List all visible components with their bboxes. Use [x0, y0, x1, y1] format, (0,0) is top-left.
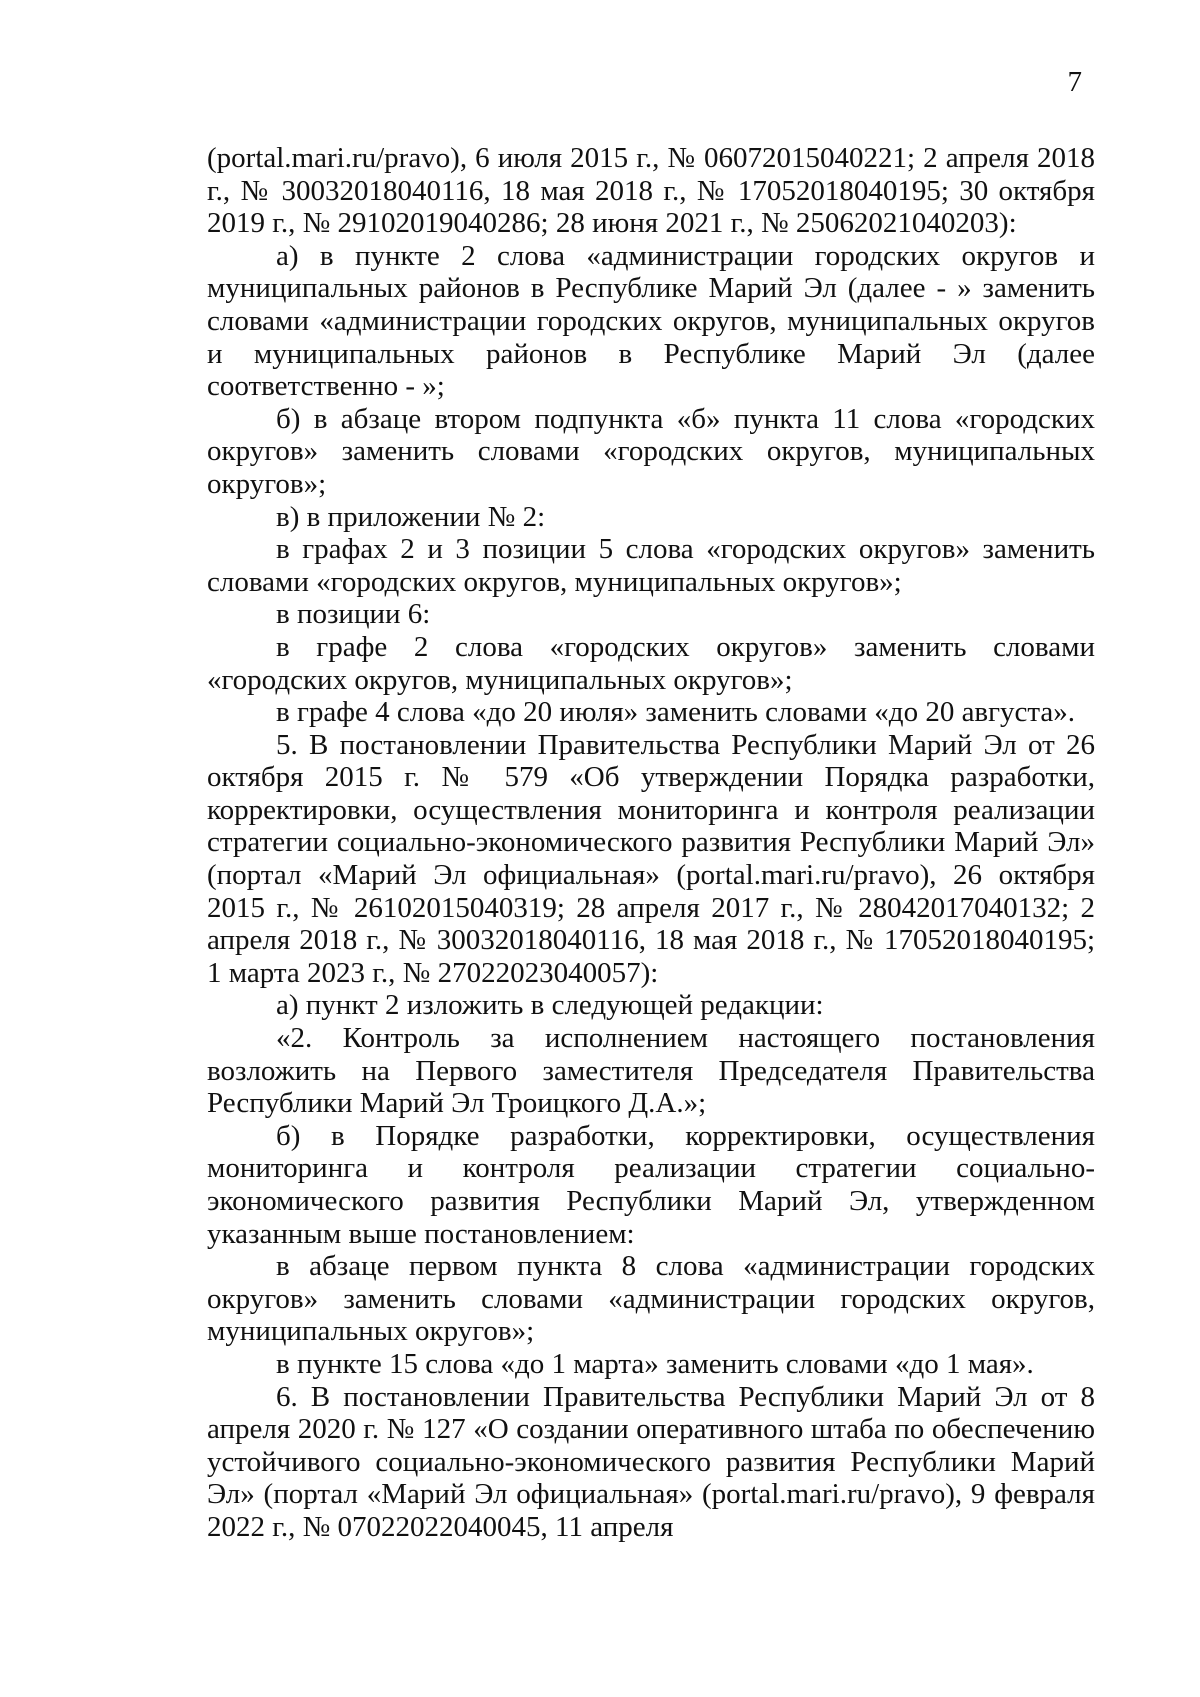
- paragraph-section-5: 5. В постановлении Правительства Республики Марий Эл от 26 октября 2015 г. № 579 «Об утверждении Порядка разработки, корректировки, осуществления мониторинга и контроля реализации стратегии социально-экономического развития Республики Марий Эл» (портал «Марий Эл официальная» (portal.mari.ru/pravo), 26 октября 2015 г., № 26102015040319; 28 апреля 2017 г., № 28042017040132; 2 апреля 2018 г., № 30032018040116, 18 мая 2018 г., № 17052018040195; 1 марта 2023 г., № 27022023040057):: [207, 728, 1095, 989]
- paragraph-grafy-2-3-poziciya-5: в графах 2 и 3 позиции 5 слова «городских округов» заменить словами «городских округов, муниципальных округов»;: [207, 533, 1095, 598]
- paragraph-section-5-item-a: а) пункт 2 изложить в следующей редакции:: [276, 989, 824, 1022]
- document-body: [207, 142, 1095, 1544]
- paragraph-item-a-punkt-2: а) в пункте 2 слова «администрации городских округов и муниципальных районов в Республике Марий Эл (далее - » заменить словами «администрации городских округов, муниципальных округов и муниципальных районов в Республике Марий Эл (далее соответственно - »;: [207, 239, 1095, 403]
- paragraph-section-6: 6. В постановлении Правительства Республики Марий Эл от 8 апреля 2020 г. № 127 «О создании оперативного штаба по обеспечению устойчивого социально-экономического развития Республики Марий Эл» (портал «Марий Эл официальная» (portal.mari.ru/pravo), 9 февраля 2022 г., № 07022022040045, 11 апреля: [207, 1380, 1095, 1543]
- paragraph-section-5-new-punkt-2: «2. Контроль за исполнением настоящего постановления возложить на Первого заместителя Председателя Правительства Республики Марий Эл Троицкого Д.А.»;: [207, 1022, 1095, 1120]
- paragraph-item-b-punkt-11: б) в абзаце втором подпункта «б» пункта 11 слова «городских округов» заменить словами «городских округов, муниципальных округов»;: [207, 402, 1095, 500]
- paragraph-continuation: (portal.mari.ru/pravo), 6 июля 2015 г., № 06072015040221; 2 апреля 2018 г., № 30032018040116, 18 мая 2018 г., № 17052018040195; 30 октября 2019 г., № 29102019040286; 28 июня 2021 г., № 25062021040203):: [207, 142, 1095, 240]
- page-number: 7: [1067, 66, 1082, 98]
- paragraph-item-v-prilozhenie-2: в) в приложении № 2:: [276, 500, 546, 533]
- paragraph-grafa-2: в графе 2 слова «городских округов» заменить словами «городских округов, муниципальных округов»;: [207, 630, 1095, 696]
- paragraph-punkt-15: в пункте 15 слова «до 1 марта» заменить словами «до 1 мая».: [276, 1347, 1034, 1380]
- paragraph-section-5-item-b: б) в Порядке разработки, корректировки, осуществления мониторинга и контроля реализации стратегии социально-экономического развития Республики Марий Эл, утвержденном указанным выше постановлением:: [207, 1119, 1095, 1250]
- paragraph-poziciya-6: в позиции 6:: [276, 598, 431, 631]
- paragraph-punkt-8: в абзаце первом пункта 8 слова «администрации городских округов» заменить словами «администрации городских округов, муниципальных округов»;: [207, 1250, 1095, 1348]
- paragraph-grafa-4: в графе 4 слова «до 20 июля» заменить словами «до 20 августа».: [276, 696, 1076, 729]
